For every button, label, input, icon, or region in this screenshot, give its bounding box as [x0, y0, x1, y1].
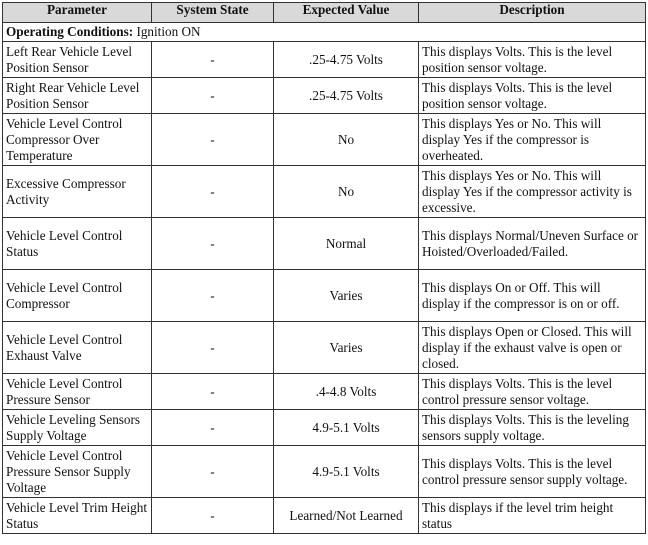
parameter-cell: Excessive Compressor Activity: [3, 166, 152, 218]
parameter-cell: Vehicle Leveling Sensors Supply Voltage: [3, 410, 152, 446]
description-cell: This displays Volts. This is the level control pressure sensor voltage.: [419, 374, 646, 410]
parameter-cell: Right Rear Vehicle Level Position Sensor: [3, 78, 152, 114]
operating-conditions-label: Operating Conditions:: [6, 24, 134, 39]
parameter-cell: Vehicle Level Control Compressor: [3, 270, 152, 322]
column-header-expected-value: Expected Value: [274, 3, 419, 23]
system-state-cell: -: [152, 446, 274, 498]
parameter-cell: Vehicle Level Control Pressure Sensor Supply Voltage: [3, 446, 152, 498]
expected-value-cell: .25-4.75 Volts: [274, 78, 419, 114]
expected-value-cell: 4.9-5.1 Volts: [274, 410, 419, 446]
system-state-cell: -: [152, 166, 274, 218]
expected-value-cell: 4.9-5.1 Volts: [274, 446, 419, 498]
operating-conditions-row: [3, 23, 646, 42]
system-state-cell: -: [152, 114, 274, 166]
expected-value-cell: Varies: [274, 270, 419, 322]
expected-value-cell: Learned/Not Learned: [274, 498, 419, 534]
table-row: [3, 374, 646, 410]
description-cell: This displays Open or Closed. This will display if the exhaust valve is open or closed.: [419, 322, 646, 374]
expected-value-cell: .25-4.75 Volts: [274, 42, 419, 78]
table-row: [3, 166, 646, 218]
table-row: [3, 42, 646, 78]
table-row: [3, 410, 646, 446]
parameter-cell: Vehicle Level Control Pressure Sensor: [3, 374, 152, 410]
table-row: [3, 498, 646, 534]
description-cell: This displays Volts. This is the level control pressure sensor supply voltage.: [419, 446, 646, 498]
description-cell: This displays Volts. This is the leveling sensors supply voltage.: [419, 410, 646, 446]
table-row: [3, 270, 646, 322]
table-row: [3, 446, 646, 498]
parameter-cell: Vehicle Level Trim Height Status: [3, 498, 152, 534]
table-row: [3, 218, 646, 270]
column-header-parameter: Parameter: [3, 3, 152, 23]
description-cell: This displays Volts. This is the level position sensor voltage.: [419, 78, 646, 114]
description-cell: This displays Yes or No. This will display Yes if the compressor is overheated.: [419, 114, 646, 166]
column-header-system-state: System State: [152, 3, 274, 23]
system-state-cell: -: [152, 42, 274, 78]
system-state-cell: -: [152, 498, 274, 534]
system-state-cell: -: [152, 410, 274, 446]
expected-value-cell: .4-4.8 Volts: [274, 374, 419, 410]
expected-value-cell: No: [274, 166, 419, 218]
description-cell: This displays On or Off. This will display if the compressor is on or off.: [419, 270, 646, 322]
description-cell: This displays Volts. This is the level position sensor voltage.: [419, 42, 646, 78]
parameter-cell: Vehicle Level Control Compressor Over Temperature: [3, 114, 152, 166]
description-cell: This displays Yes or No. This will display Yes if the compressor activity is excessive.: [419, 166, 646, 218]
table-row: [3, 78, 646, 114]
parameter-cell: Vehicle Level Control Exhaust Valve: [3, 322, 152, 374]
expected-value-cell: Varies: [274, 322, 419, 374]
header-row: [3, 3, 646, 23]
table-row: [3, 114, 646, 166]
column-header-description: Description: [419, 3, 646, 23]
system-state-cell: -: [152, 78, 274, 114]
expected-value-cell: Normal: [274, 218, 419, 270]
system-state-cell: -: [152, 322, 274, 374]
description-cell: This displays if the level trim height status: [419, 498, 646, 534]
expected-value-cell: No: [274, 114, 419, 166]
parameter-cell: Vehicle Level Control Status: [3, 218, 152, 270]
parameter-cell: Left Rear Vehicle Level Position Sensor: [3, 42, 152, 78]
system-state-cell: -: [152, 270, 274, 322]
description-cell: This displays Normal/Uneven Surface or Hoisted/Overloaded/Failed.: [419, 218, 646, 270]
table-row: [3, 322, 646, 374]
system-state-cell: -: [152, 374, 274, 410]
system-state-cell: -: [152, 218, 274, 270]
operating-conditions-value: Ignition ON: [136, 24, 201, 39]
parameter-table: [2, 2, 646, 534]
operating-conditions: [3, 23, 646, 42]
